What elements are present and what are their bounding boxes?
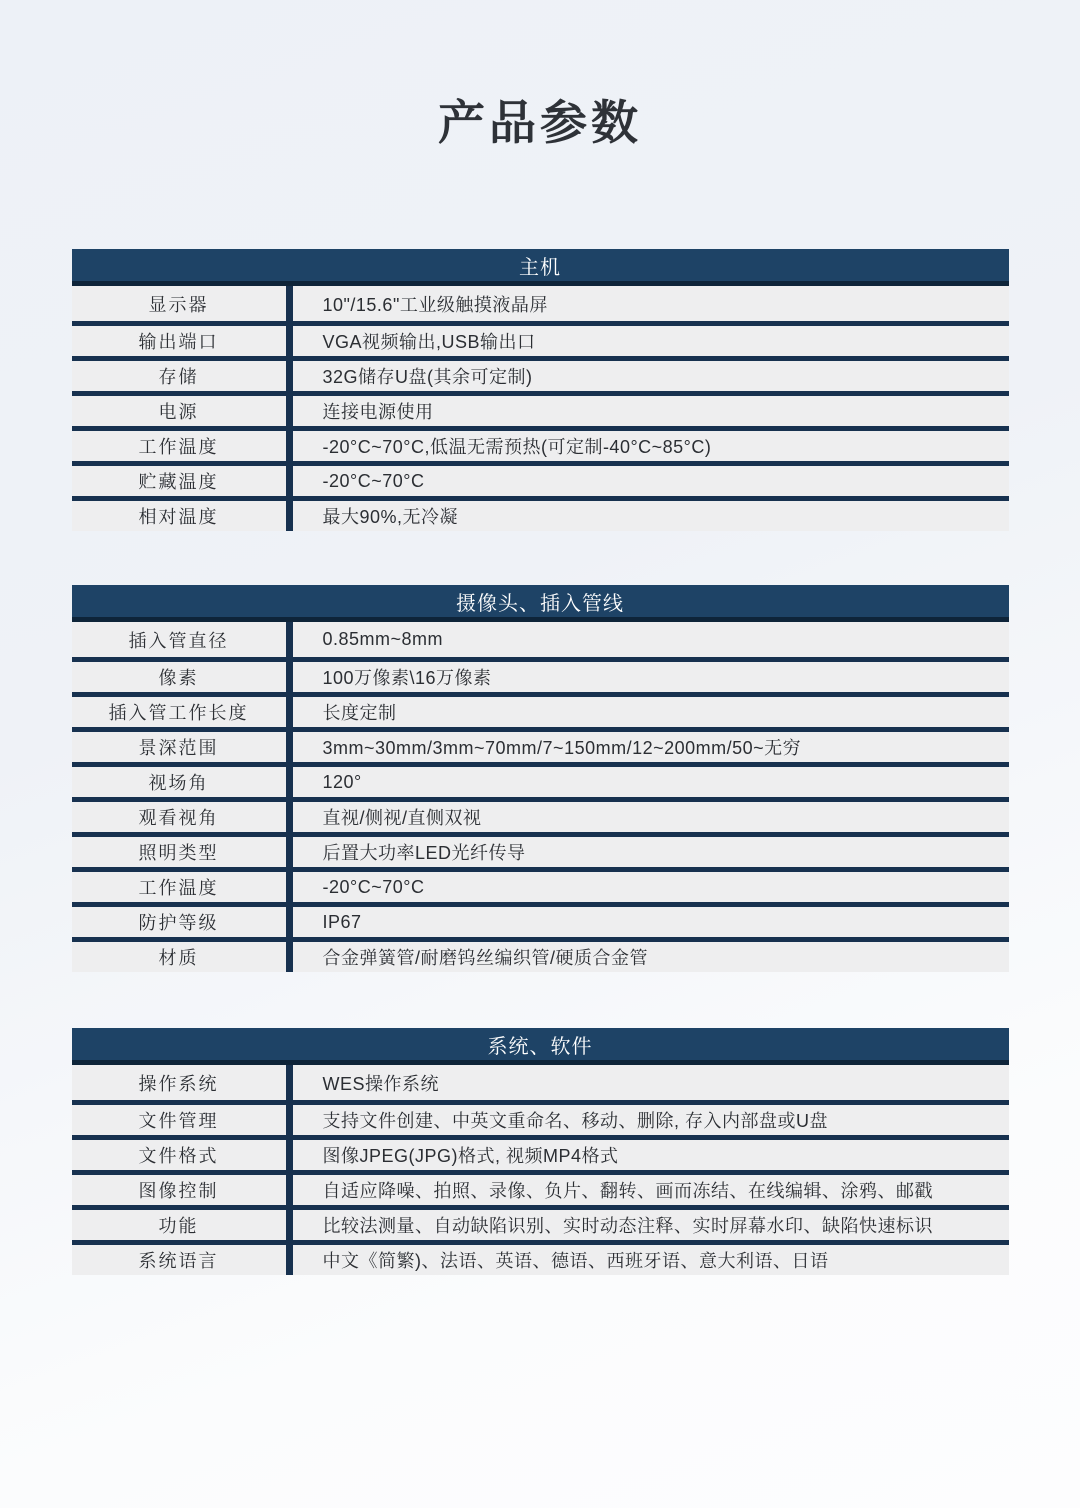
table-camera-title: 摄像头、插入管线: [72, 585, 1009, 622]
spec-value: -20°C~70°C,低温无需预热(可定制-40°C~85°C): [322, 437, 712, 458]
spec-label: 景深范围: [72, 732, 293, 762]
spec-value: 自适应降噪、拍照、录像、负片、翻转、画而冻结、在线编辑、涂鸦、邮戳: [322, 1181, 933, 1202]
table-row: [72, 727, 1009, 762]
spec-label: 像素: [72, 662, 293, 692]
spec-value: VGA视频输出,USB输出口: [322, 332, 536, 353]
table-row: [72, 937, 1009, 972]
spec-value: 比较法测量、自动缺陷识别、实时动态注释、实时屏幕水印、缺陷快速标识: [322, 1216, 933, 1237]
spec-label: 输出端口: [72, 326, 293, 356]
spec-label: 相对温度: [72, 501, 293, 531]
spec-value: 支持文件创建、中英文重命名、移动、删除, 存入内部盘或U盘: [322, 1111, 828, 1132]
table-row: [72, 426, 1009, 461]
table-system-software: [72, 1028, 1009, 1275]
table-row: [72, 797, 1009, 832]
table-row: [72, 286, 1009, 321]
spec-label: 功能: [72, 1210, 293, 1240]
table-row: [72, 1170, 1009, 1205]
spec-label: 防护等级: [72, 907, 293, 937]
spec-label: 显示器: [72, 286, 293, 321]
spec-value: 最大90%,无冷凝: [322, 507, 459, 528]
spec-label: 工作温度: [72, 872, 293, 902]
spec-value: -20°C~70°C: [322, 470, 425, 491]
table-row: [72, 391, 1009, 426]
table-row: [72, 461, 1009, 496]
table-host-title: 主机: [72, 249, 1009, 286]
table-row: [72, 356, 1009, 391]
spec-label: 材质: [72, 942, 293, 972]
spec-value: 图像JPEG(JPG)格式, 视频MP4格式: [322, 1146, 619, 1167]
spec-label: 观看视角: [72, 802, 293, 832]
table-row: [72, 1065, 1009, 1100]
table-host: [72, 249, 1009, 531]
spec-label: 图像控制: [72, 1175, 293, 1205]
table-camera-pipeline: [72, 585, 1009, 972]
table-row: [72, 657, 1009, 692]
spec-label: 文件格式: [72, 1140, 293, 1170]
table-row: [72, 622, 1009, 657]
table-row: [72, 1205, 1009, 1240]
spec-value: -20°C~70°C: [322, 876, 425, 897]
spec-value: 长度定制: [322, 703, 397, 724]
spec-value: 连接电源使用: [322, 402, 434, 423]
spec-value: 32G储存U盘(其余可定制): [322, 367, 533, 388]
spec-value: 3mm~30mm/3mm~70mm/7~150mm/12~200mm/50~无穷: [322, 738, 802, 759]
table-row: [72, 1135, 1009, 1170]
spec-label: 贮藏温度: [72, 466, 293, 496]
spec-label: 操作系统: [72, 1065, 293, 1100]
table-row: [72, 692, 1009, 727]
spec-label: 系统语言: [72, 1245, 293, 1275]
spec-label: 存储: [72, 361, 293, 391]
spec-label: 插入管直径: [72, 622, 293, 657]
table-row: [72, 1100, 1009, 1135]
spec-value: 合金弹簧管/耐磨钨丝编织管/硬质合金管: [322, 948, 649, 969]
table-row: [72, 496, 1009, 531]
spec-value: 后置大功率LED光纤传导: [322, 843, 526, 864]
table-row: [72, 832, 1009, 867]
spec-label: 工作温度: [72, 431, 293, 461]
table-row: [72, 762, 1009, 797]
table-row: [72, 867, 1009, 902]
spec-value: 直视/侧视/直侧双视: [322, 808, 482, 829]
spec-value: WES操作系统: [322, 1073, 440, 1094]
spec-label: 文件管理: [72, 1105, 293, 1135]
spec-value: IP67: [322, 911, 362, 932]
spec-value: 中文《简繁)、法语、英语、德语、西班牙语、意大利语、日语: [322, 1251, 829, 1272]
spec-value: 100万像素\16万像素: [322, 668, 492, 689]
spec-label: 照明类型: [72, 837, 293, 867]
table-row: [72, 1240, 1009, 1275]
spec-label: 视场角: [72, 767, 293, 797]
table-row: [72, 902, 1009, 937]
table-system-title: 系统、软件: [72, 1028, 1009, 1065]
page-title: 产品参数: [438, 96, 642, 149]
spec-value: 120°: [322, 771, 362, 792]
spec-value: 0.85mm~8mm: [322, 629, 444, 650]
table-row: [72, 321, 1009, 356]
spec-label: 插入管工作长度: [72, 697, 293, 727]
spec-value: 10"/15.6"工业级触摸液晶屏: [322, 294, 548, 315]
spec-label: 电源: [72, 396, 293, 426]
